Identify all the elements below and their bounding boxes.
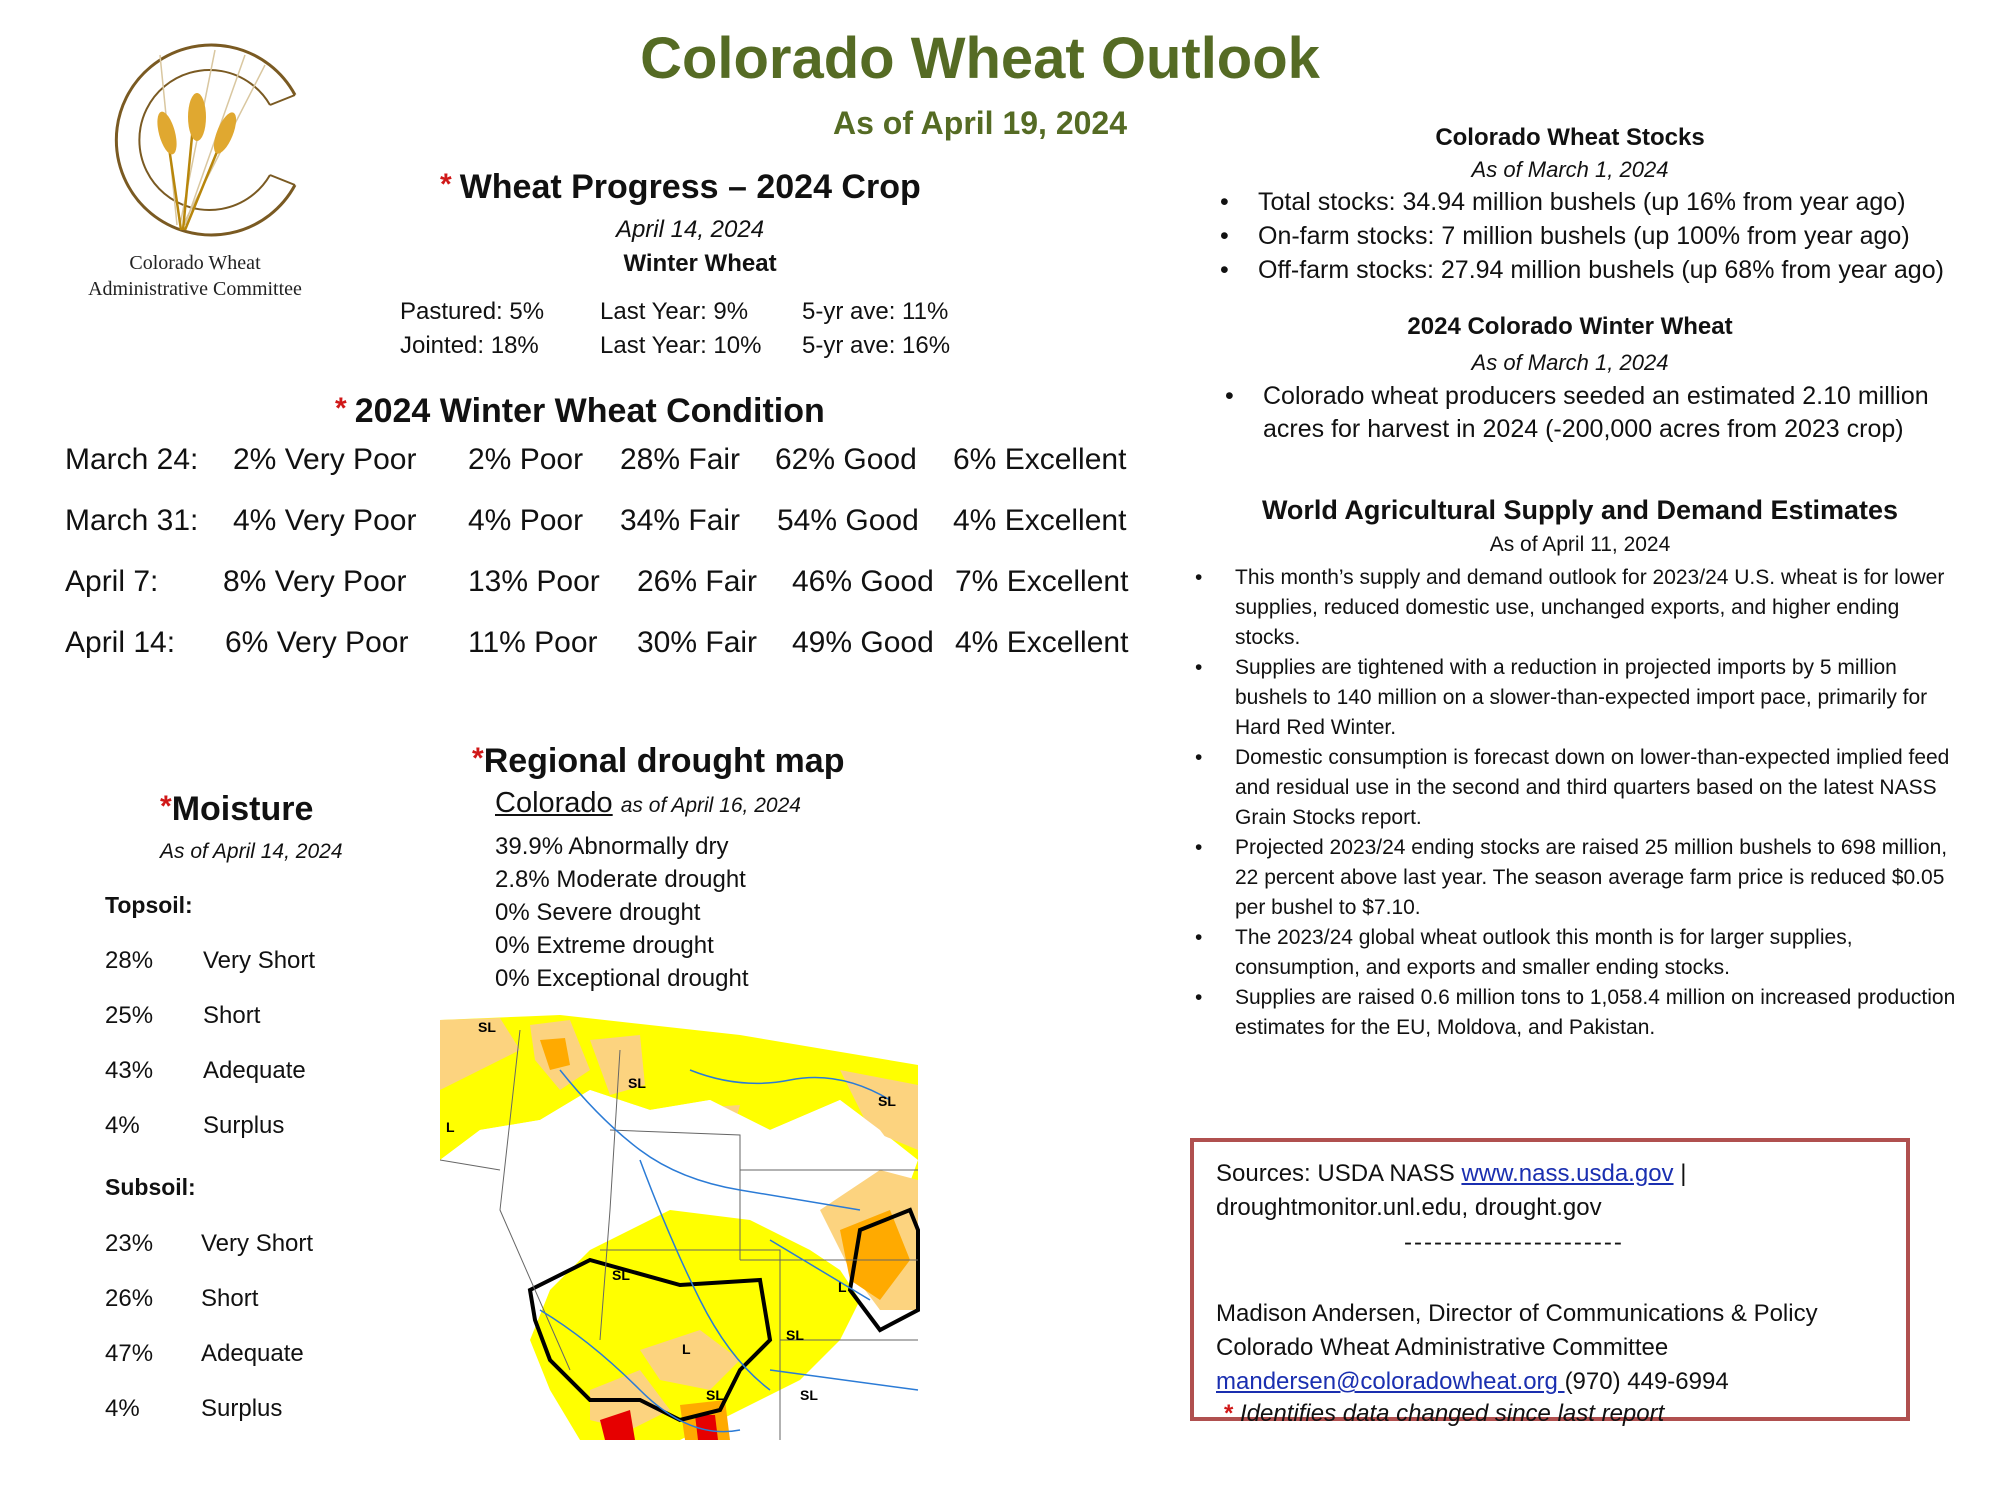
winter-wheat-item: • Colorado wheat producers seeded an estimated 2.10 million acres for harvest in 2024 (-200,000 acres from 2023 crop) bbox=[1225, 380, 1975, 446]
contact-org: Colorado Wheat Administrative Committee bbox=[1216, 1334, 1669, 1361]
drought-date: as of April 16, 2024 bbox=[620, 794, 801, 817]
sources-separator: | bbox=[1673, 1160, 1687, 1187]
progress-last-year: Last Year: 10% bbox=[600, 332, 762, 359]
condition-poor: 11% Poor bbox=[468, 626, 598, 659]
sources-line2: droughtmonitor.unl.edu, drought.gov bbox=[1216, 1194, 1602, 1221]
topsoil-pct: 28% bbox=[105, 947, 154, 974]
map-label: L bbox=[838, 1279, 847, 1295]
subsoil-pct: 23% bbox=[105, 1230, 154, 1257]
progress-stage: Jointed: 18% bbox=[400, 332, 539, 359]
progress-stage: Pastured: 5% bbox=[400, 298, 545, 325]
drought-heading-text: Regional drought map bbox=[483, 742, 845, 780]
stocks-heading: Colorado Wheat Stocks bbox=[1435, 124, 1705, 151]
topsoil-pct: 4% bbox=[105, 1112, 140, 1139]
condition-heading bbox=[335, 392, 825, 431]
changed-star-icon: * bbox=[1224, 1400, 1234, 1427]
topsoil-pct: 25% bbox=[105, 1002, 154, 1029]
moisture-heading bbox=[160, 790, 313, 829]
changed-star-icon: * bbox=[335, 392, 347, 425]
subsoil-pct: 26% bbox=[105, 1285, 154, 1312]
progress-heading bbox=[440, 168, 921, 207]
progress-last-year: Last Year: 9% bbox=[600, 298, 749, 325]
regional-drought-map bbox=[440, 1010, 920, 1440]
map-label: SL bbox=[878, 1093, 896, 1109]
stocks-item: • Off-farm stocks: 27.94 million bushels (up 68% from year ago) bbox=[1220, 253, 1980, 287]
changed-star-icon: * bbox=[472, 742, 484, 775]
legend-text: Identifies data changed since last report bbox=[1240, 1400, 1665, 1427]
subsoil-label: Subsoil: bbox=[105, 1174, 196, 1200]
stocks-item: • Total stocks: 34.94 million bushels (up 16% from year ago) bbox=[1220, 185, 1980, 219]
drought-category: 39.9% Abnormally dry bbox=[495, 833, 729, 860]
condition-good: 62% Good bbox=[775, 443, 917, 476]
map-label: SL bbox=[786, 1327, 804, 1343]
condition-date: March 31: bbox=[65, 504, 199, 537]
subsoil-category: Short bbox=[201, 1285, 259, 1312]
contact-name: Madison Andersen, Director of Communications & Policy bbox=[1216, 1300, 1818, 1327]
drought-category: 0% Extreme drought bbox=[495, 932, 714, 959]
legend-line bbox=[1224, 1400, 1664, 1428]
map-label: L bbox=[446, 1119, 455, 1135]
condition-date: April 14: bbox=[65, 626, 176, 659]
condition-poor: 13% Poor bbox=[468, 565, 600, 598]
progress-5yr-avg: 5-yr ave: 16% bbox=[802, 332, 951, 359]
logo-org-line2: Administrative Committee bbox=[88, 278, 302, 300]
progress-date: April 14, 2024 bbox=[615, 216, 765, 243]
condition-very-poor: 2% Very Poor bbox=[233, 443, 417, 476]
winter-wheat-heading: 2024 Colorado Winter Wheat bbox=[1407, 313, 1733, 340]
changed-star-icon: * bbox=[440, 168, 452, 201]
condition-very-poor: 8% Very Poor bbox=[223, 565, 407, 598]
subsoil-category: Surplus bbox=[201, 1395, 283, 1422]
moisture-heading-text: Moisture bbox=[171, 790, 314, 828]
condition-heading-text: 2024 Winter Wheat Condition bbox=[354, 392, 825, 430]
logo-org-name bbox=[60, 250, 330, 302]
wheat-c-logo-icon bbox=[65, 25, 335, 255]
drought-category: 0% Severe drought bbox=[495, 899, 701, 926]
page-title: Colorado Wheat Outlook bbox=[640, 26, 1320, 91]
subsoil-category: Adequate bbox=[201, 1340, 304, 1367]
page-subtitle: As of April 19, 2024 bbox=[832, 105, 1128, 141]
sources-line bbox=[1216, 1160, 1686, 1188]
condition-fair: 26% Fair bbox=[637, 565, 758, 598]
subsoil-pct: 47% bbox=[105, 1340, 154, 1367]
condition-fair: 30% Fair bbox=[637, 626, 758, 659]
condition-excellent: 7% Excellent bbox=[955, 565, 1129, 598]
moisture-date: As of April 14, 2024 bbox=[160, 840, 343, 863]
wasde-item: • Supplies are tightened with a reduction in projected imports by 5 million bushels to 140 million on a slower-than-expected import pace, primarily for Hard Red Winter. bbox=[1195, 653, 1965, 743]
changed-star-icon: * bbox=[160, 790, 172, 823]
logo-org-line1: Colorado Wheat bbox=[129, 252, 261, 274]
sources-prefix: Sources: USDA NASS bbox=[1216, 1160, 1462, 1187]
stocks-item: • On-farm stocks: 7 million bushels (up 100% from year ago) bbox=[1220, 219, 1980, 253]
condition-fair: 34% Fair bbox=[620, 504, 741, 537]
map-label: SL bbox=[628, 1075, 646, 1091]
condition-good: 54% Good bbox=[777, 504, 919, 537]
condition-excellent: 4% Excellent bbox=[955, 626, 1129, 659]
drought-heading bbox=[472, 742, 844, 781]
condition-very-poor: 6% Very Poor bbox=[225, 626, 409, 659]
condition-fair: 28% Fair bbox=[620, 443, 741, 476]
contact-line bbox=[1216, 1368, 1729, 1396]
condition-very-poor: 4% Very Poor bbox=[233, 504, 417, 537]
sources-divider: ---------------------- bbox=[1404, 1229, 1624, 1256]
condition-good: 49% Good bbox=[792, 626, 934, 659]
condition-date: March 24: bbox=[65, 443, 199, 476]
condition-poor: 2% Poor bbox=[468, 443, 584, 476]
wasde-item: • Supplies are raised 0.6 million tons to 1,058.4 million on increased production estimates for the EU, Moldova, and Pakistan. bbox=[1195, 983, 1965, 1043]
progress-heading-text: Wheat Progress – 2024 Crop bbox=[459, 168, 921, 206]
map-label: SL bbox=[612, 1267, 630, 1283]
topsoil-label: Topsoil: bbox=[105, 892, 193, 918]
stocks-date: As of March 1, 2024 bbox=[1471, 157, 1669, 182]
progress-5yr-avg: 5-yr ave: 11% bbox=[802, 298, 949, 325]
map-label: SL bbox=[478, 1019, 496, 1035]
subsoil-category: Very Short bbox=[201, 1230, 314, 1257]
winter-wheat-date: As of March 1, 2024 bbox=[1471, 350, 1669, 375]
drought-region: Colorado bbox=[495, 787, 613, 819]
condition-date: April 7: bbox=[65, 565, 159, 598]
wasde-item: • This month’s supply and demand outlook for 2023/24 U.S. wheat is for lower supplies, reduced domestic use, unchanged exports, and higher ending stocks. bbox=[1195, 563, 1965, 653]
wasde-item: • Projected 2023/24 ending stocks are raised 25 million bushels to 698 million, 22 percent above last year. The season average farm price is reduced $0.05 per bushel to $7.10. bbox=[1195, 833, 1965, 923]
nass-link[interactable]: www.nass.usda.gov bbox=[1461, 1160, 1674, 1187]
progress-crop: Winter Wheat bbox=[623, 250, 777, 277]
topsoil-category: Adequate bbox=[203, 1057, 306, 1084]
map-label: SL bbox=[800, 1387, 818, 1403]
stocks-list bbox=[1220, 185, 1980, 287]
wasde-item: • Domestic consumption is forecast down on lower-than-expected implied feed and residual use in the second and third quarters based on the latest NASS Grain Stocks report. bbox=[1195, 743, 1965, 833]
topsoil-category: Short bbox=[203, 1002, 261, 1029]
wasde-heading: World Agricultural Supply and Demand Estimates bbox=[1261, 495, 1899, 525]
subsoil-pct: 4% bbox=[105, 1395, 140, 1422]
condition-good: 46% Good bbox=[792, 565, 934, 598]
contact-email-link[interactable]: mandersen@coloradowheat.org bbox=[1216, 1368, 1565, 1395]
contact-phone: (970) 449-6994 bbox=[1564, 1368, 1729, 1395]
sources-box bbox=[1190, 1138, 1910, 1427]
map-label: SL bbox=[706, 1387, 724, 1403]
drought-subheading bbox=[495, 787, 801, 820]
topsoil-pct: 43% bbox=[105, 1057, 154, 1084]
wasde-list bbox=[1195, 563, 1965, 1043]
wasde-date: As of April 11, 2024 bbox=[1489, 533, 1671, 556]
drought-category: 2.8% Moderate drought bbox=[495, 866, 746, 893]
topsoil-category: Very Short bbox=[203, 947, 316, 974]
map-label: L bbox=[682, 1341, 691, 1357]
topsoil-category: Surplus bbox=[203, 1112, 285, 1139]
wasde-item: • The 2023/24 global wheat outlook this month is for larger supplies, consumption, and exports and smaller ending stocks. bbox=[1195, 923, 1965, 983]
winter-wheat-list bbox=[1225, 380, 1975, 446]
condition-excellent: 4% Excellent bbox=[953, 504, 1127, 537]
condition-excellent: 6% Excellent bbox=[953, 443, 1127, 476]
condition-poor: 4% Poor bbox=[468, 504, 584, 537]
drought-category: 0% Exceptional drought bbox=[495, 965, 749, 992]
